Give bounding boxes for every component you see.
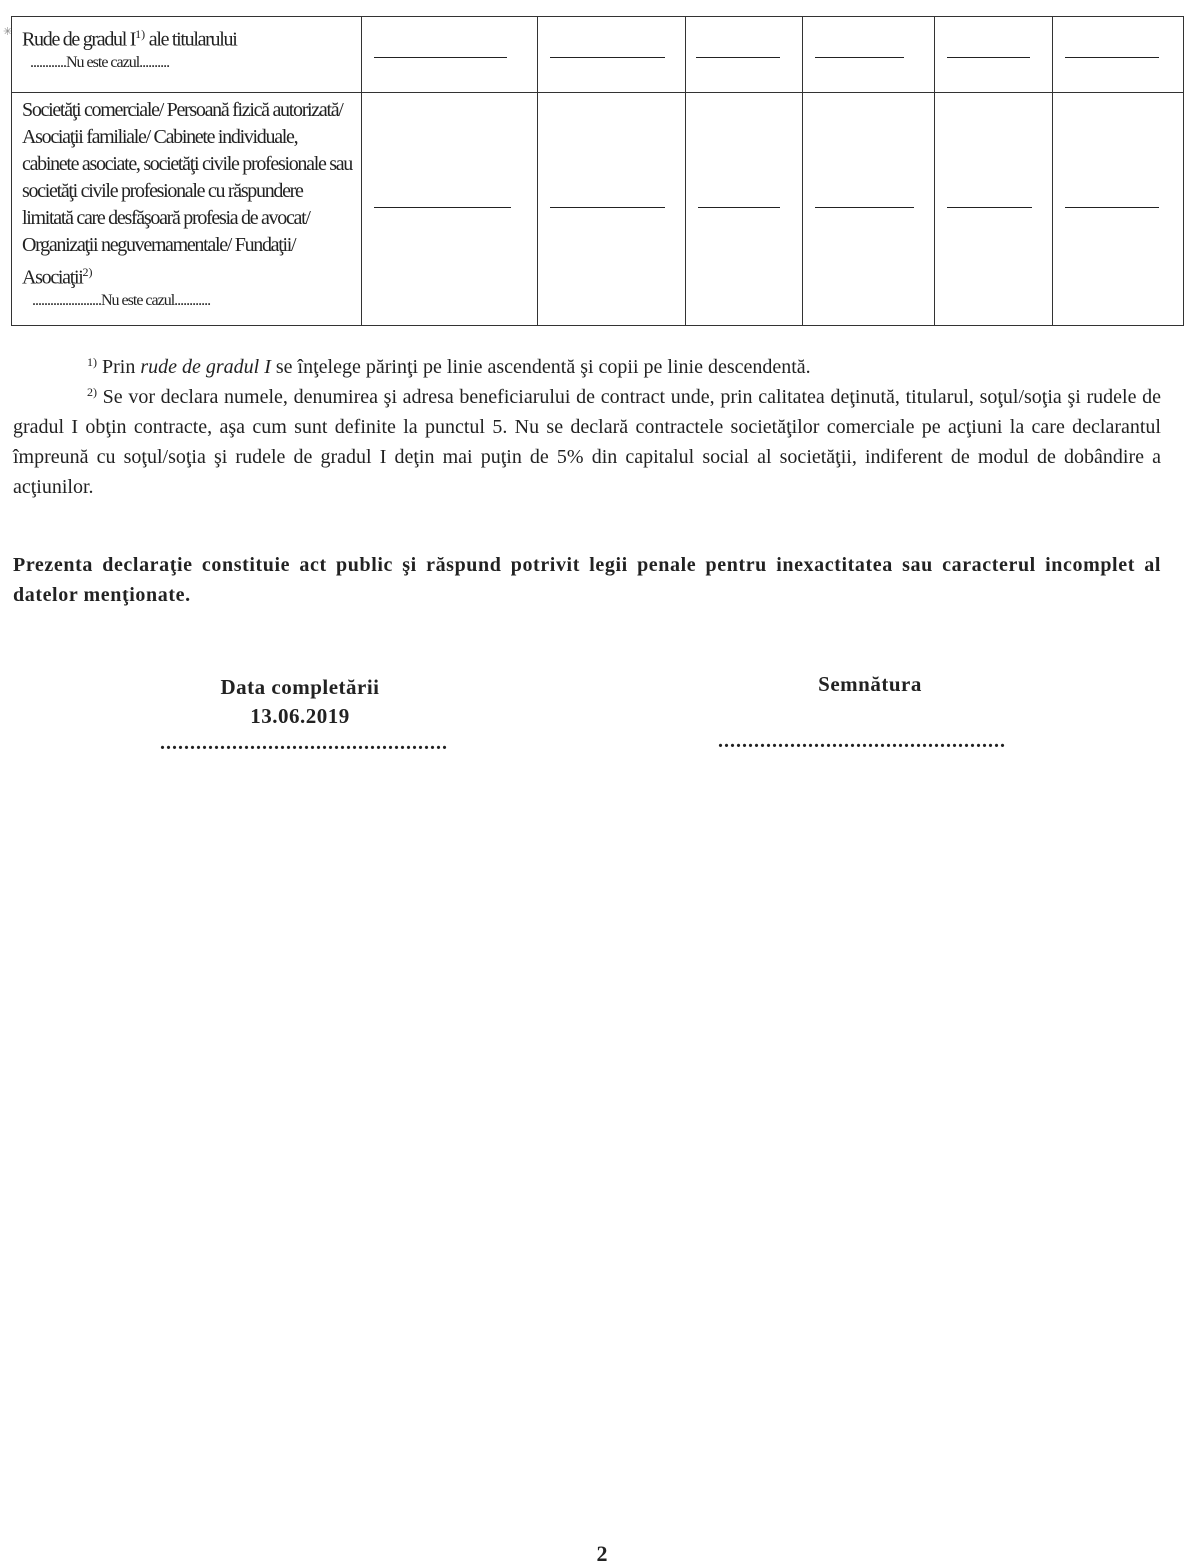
table-cell [935,17,1053,93]
date-label: Data completării [220,675,380,699]
table-row-companies [12,93,1184,326]
date-value: 13.06.2019 [250,704,350,728]
table-cell [1053,17,1184,93]
scan-mark-icon: ✳ [3,26,13,38]
row-label-cell [12,17,362,93]
blank-line [374,57,507,58]
blank-line [947,57,1030,58]
row-label: Rude de gradul I [22,28,136,51]
footnote-ref: 1) [135,27,146,41]
footnote-2: $^{2)}$ Se vor declara numele, denumirea şi adresa beneficiarului de contract unde, prin calitatea deţinută, titularul, soţul/soţia şi rudele de gradul I obţin contracte, aşa cum sunt definite la punctul 5. Nu se declară contractele societăţilor comerciale pe acţiuni la care declarantul împreună cu soţul/soţia şi rudele de gradul I deţin mai puţin de 5% din capitalul social al societăţii, indiferent de modul de dobândire a acţiunilor. [13,385,1161,498]
blank-line [698,207,780,208]
beneficiaries-table [11,16,1184,326]
table-cell [362,93,538,326]
row-label-tail: ale titularului [145,28,237,51]
table-cell [686,93,803,326]
blank-line [947,207,1032,208]
table-cell [538,17,686,93]
row-label: Societăţi comerciale/ Persoană fizică autorizată/ Asociaţii familiale/ Cabinete individuale, cabinete asociate, societăţi civile profesionale sau societăţi civile profesionale cu răspundere limitată care desfăşoară profesia de avocat/ Organizaţii neguvernamentale/ Fundaţii/ Asociaţii [22,99,352,289]
blank-line [550,57,665,58]
footnotes [13,352,1161,502]
blank-line [1065,57,1159,58]
row-label-cell [12,93,362,326]
table-row-relatives [12,17,1184,93]
footnote-1: $^{1)}$ Prin rude de gradul I se înţelege părinţi pe linie ascendentă şi copii pe linie descendentă. [87,355,811,378]
signature-label: Semnătura [818,672,922,696]
blank-line [696,57,780,58]
blank-line [550,207,665,208]
table-cell [686,17,803,93]
date-dotted-line: ................................................ [160,732,448,754]
table-cell [803,93,935,326]
blank-line [374,207,511,208]
blank-line [815,57,904,58]
public-act-statement: Prezenta declaraţie constituie act public şi răspund potrivit legii penale pentru inexactitatea sau caracterul incomplet al datelor menţionate. [13,554,1161,606]
page-number: 2 [596,1541,608,1566]
blank-line [1065,207,1159,208]
blank-line [815,207,914,208]
signature-dotted-line: ................................................ [718,730,1006,752]
table-cell [803,17,935,93]
not-applicable-note: ............Nu este cazul.......... [30,53,170,71]
footnote-ref: 2) [82,265,93,279]
table-cell [935,93,1053,326]
table-cell [1053,93,1184,326]
not-applicable-note: .......................Nu este cazul............ [32,291,211,309]
table-cell [538,93,686,326]
table-cell [362,17,538,93]
